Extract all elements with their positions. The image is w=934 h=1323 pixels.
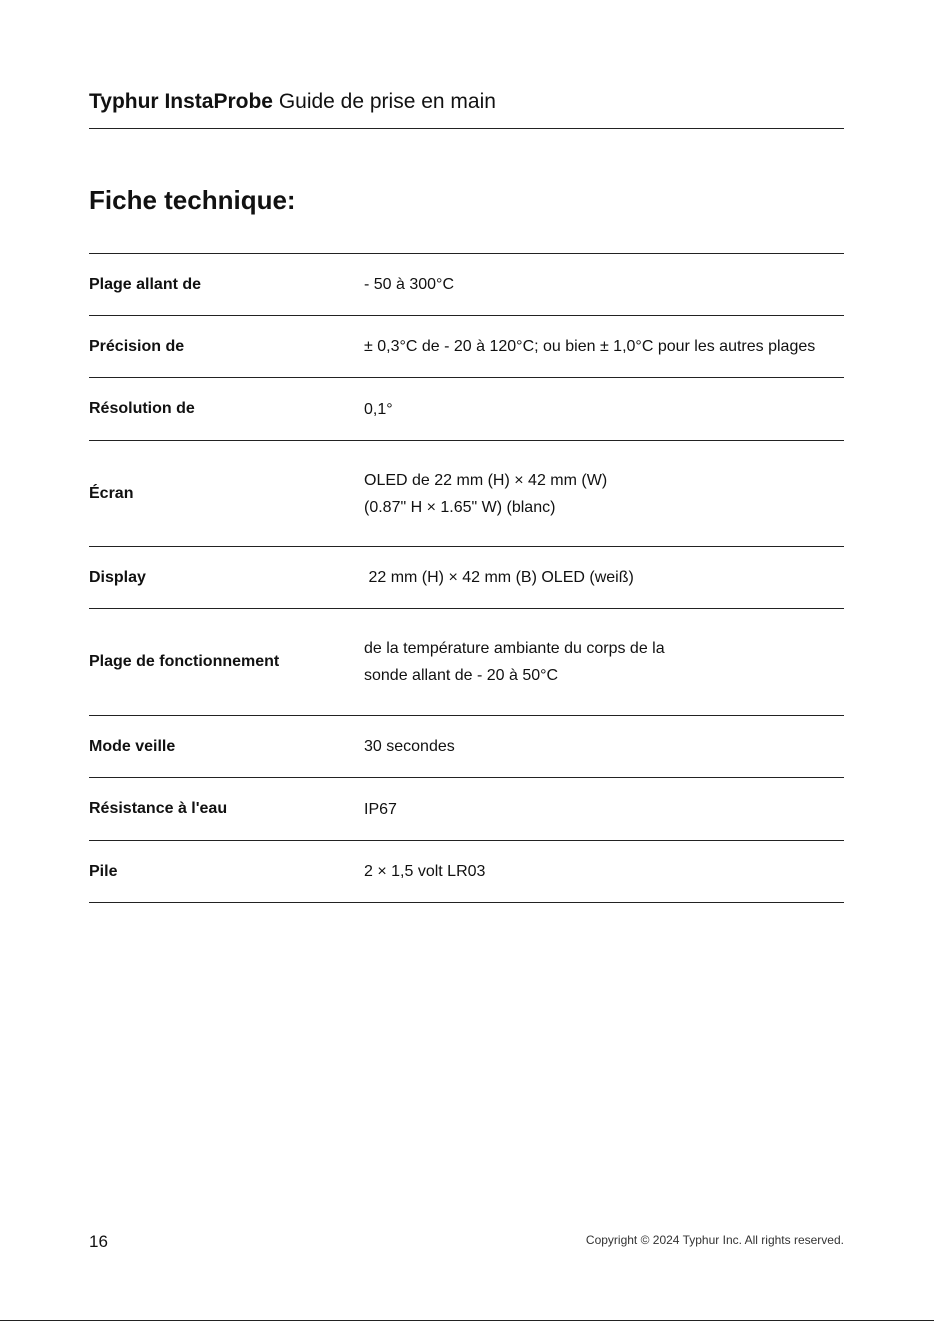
spec-row: [89, 378, 844, 441]
spec-label: Plage allant de: [89, 275, 202, 293]
spec-value: [364, 564, 844, 591]
spec-value: [364, 635, 844, 689]
spec-value: [364, 467, 844, 521]
spec-value: [364, 396, 844, 423]
spec-value: [364, 333, 844, 360]
spec-label: Précision de: [89, 337, 185, 355]
spec-row: [89, 841, 844, 903]
document-header: [89, 88, 844, 129]
spec-value-line: - 50 à 300°C: [364, 276, 455, 293]
spec-value-line: sonde allant de - 20 à 50°C: [364, 667, 559, 684]
spec-row: [89, 716, 844, 778]
spec-label: Écran: [89, 484, 134, 502]
spec-value: [364, 796, 844, 823]
spec-row: [89, 254, 844, 316]
spec-value-line: 0,1°: [364, 400, 393, 418]
copyright-notice: Copyright © 2024 Typhur Inc. All rights reserved.: [585, 1233, 844, 1247]
spec-value: [364, 858, 844, 885]
spec-value-line: de la température ambiante du corps de la: [364, 640, 665, 657]
spec-label: Plage de fonctionnement: [89, 653, 280, 670]
spec-label: Résistance à l'eau: [89, 800, 228, 817]
spec-label: Pile: [89, 862, 118, 880]
header-brand: Typhur InstaProbe: [89, 90, 273, 113]
page-bottom-rule: [0, 1320, 934, 1321]
spec-table: [89, 253, 844, 903]
spec-label: Résolution de: [89, 400, 195, 417]
spec-value-line: OLED de 22 mm (H) × 42 mm (W): [364, 471, 608, 489]
spec-value: [364, 271, 844, 298]
spec-row: [89, 547, 844, 609]
header-subtitle: Guide de prise en main: [278, 90, 496, 113]
spec-value-line: 2 × 1,5 volt LR03: [364, 863, 486, 880]
spec-label: Mode veille: [89, 737, 176, 755]
spec-value-line: ± 0,3°C de - 20 à 120°C; ou bien ± 1,0°C pour les autres plages: [364, 338, 816, 355]
spec-value: [364, 733, 844, 760]
spec-label: Display: [89, 568, 146, 586]
page-number: 16: [89, 1232, 108, 1251]
spec-row: [89, 316, 844, 378]
spec-value-line: IP67: [364, 800, 397, 818]
spec-row: [89, 441, 844, 547]
spec-value-line: 30 secondes: [364, 738, 455, 755]
spec-row: [89, 778, 844, 841]
spec-value-line: (0.87" H × 1.65" W) (blanc): [364, 498, 556, 516]
page-title: Fiche technique:: [89, 185, 296, 215]
spec-row: [89, 609, 844, 716]
spec-value-line: 22 mm (H) × 42 mm (B) OLED (weiß): [364, 569, 634, 586]
